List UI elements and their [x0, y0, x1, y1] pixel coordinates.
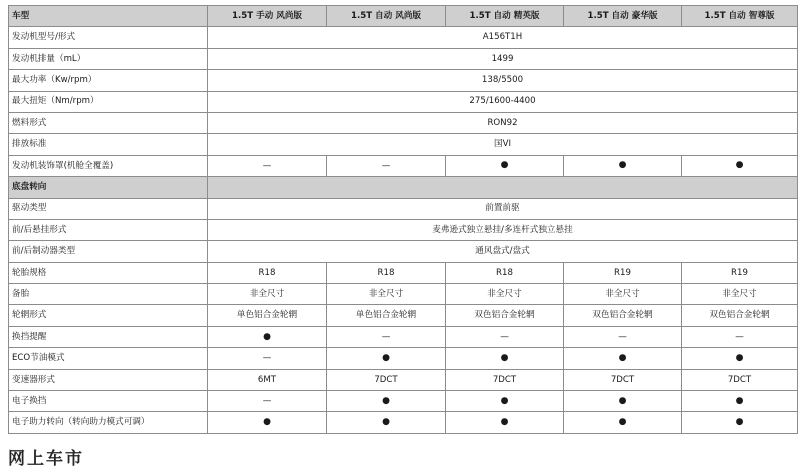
row-value-trim-1: ● [208, 326, 327, 347]
row-label: 电子换挡 [9, 391, 208, 412]
row-label: 变速器形式 [9, 369, 208, 390]
brand-watermark: 网上车市 [8, 449, 84, 469]
row-value-trim-1: 非全尺寸 [208, 284, 327, 305]
table-row [9, 369, 798, 390]
table-row [9, 241, 798, 262]
row-label: 电子助力转向（转向助力模式可调） [9, 412, 208, 433]
row-value-shared: 138/5500 [208, 70, 798, 91]
spec-table-body [9, 27, 798, 433]
row-value-trim-4: 非全尺寸 [564, 284, 682, 305]
section-fill [208, 177, 798, 198]
row-label: 发动机型号/形式 [9, 27, 208, 48]
row-value-trim-1: ● [208, 412, 327, 433]
table-row [9, 262, 798, 283]
row-label: 排放标准 [9, 134, 208, 155]
table-row [9, 412, 798, 433]
row-value-trim-5: 7DCT [682, 369, 798, 390]
row-value-trim-5: ● [682, 412, 798, 433]
row-value-trim-3: ● [446, 412, 564, 433]
table-row [9, 391, 798, 412]
row-label: 发动机装饰罩(机舱全覆盖) [9, 155, 208, 176]
row-value-trim-4: 7DCT [564, 369, 682, 390]
row-value-trim-5: R19 [682, 262, 798, 283]
row-value-shared: 前置前驱 [208, 198, 798, 219]
row-value-trim-5: ● [682, 348, 798, 369]
row-value-trim-5: ● [682, 391, 798, 412]
row-label: 发动机排量（mL） [9, 48, 208, 69]
header-cell-trim-2: 1.5T 自动 风尚版 [327, 6, 446, 27]
row-value-trim-1: 6MT [208, 369, 327, 390]
row-value-shared: A156T1H [208, 27, 798, 48]
row-value-shared: RON92 [208, 112, 798, 133]
row-value-trim-1: 单色铝合金轮辋 [208, 305, 327, 326]
table-row [9, 348, 798, 369]
row-value-trim-4: ● [564, 412, 682, 433]
row-value-trim-2: ● [327, 348, 446, 369]
row-value-trim-3: 双色铝合金轮辋 [446, 305, 564, 326]
table-row [9, 48, 798, 69]
row-value-trim-2: 单色铝合金轮辋 [327, 305, 446, 326]
table-row [9, 112, 798, 133]
row-label: 换挡提醒 [9, 326, 208, 347]
table-row [9, 134, 798, 155]
row-value-trim-4: ● [564, 391, 682, 412]
row-value-trim-1: — [208, 348, 327, 369]
row-value-trim-5: — [682, 326, 798, 347]
table-row [9, 219, 798, 240]
spec-table [8, 5, 798, 434]
row-value-trim-3: ● [446, 348, 564, 369]
row-value-shared: 1499 [208, 48, 798, 69]
row-value-trim-3: 非全尺寸 [446, 284, 564, 305]
header-cell-trim-4: 1.5T 自动 豪华版 [564, 6, 682, 27]
row-value-trim-4: R19 [564, 262, 682, 283]
table-row [9, 326, 798, 347]
section-label: 底盘转向 [9, 177, 208, 198]
row-value-trim-3: 7DCT [446, 369, 564, 390]
header-cell-trim-3: 1.5T 自动 精英版 [446, 6, 564, 27]
table-row [9, 305, 798, 326]
row-label: 轮胎规格 [9, 262, 208, 283]
row-label: ECO节油模式 [9, 348, 208, 369]
row-value-trim-3: ● [446, 155, 564, 176]
row-value-trim-4: 双色铝合金轮辋 [564, 305, 682, 326]
table-row [9, 91, 798, 112]
row-value-trim-2: 7DCT [327, 369, 446, 390]
row-value-trim-4: ● [564, 155, 682, 176]
row-label: 燃料形式 [9, 112, 208, 133]
row-value-trim-5: 双色铝合金轮辋 [682, 305, 798, 326]
table-row [9, 284, 798, 305]
row-value-trim-1: — [208, 155, 327, 176]
row-label: 最大扭矩（Nm/rpm） [9, 91, 208, 112]
row-label: 最大功率（Kw/rpm） [9, 70, 208, 91]
row-label: 备胎 [9, 284, 208, 305]
row-label: 轮辋形式 [9, 305, 208, 326]
row-value-shared: 通风盘式/盘式 [208, 241, 798, 262]
row-value-trim-1: — [208, 391, 327, 412]
table-row [9, 155, 798, 176]
section-row [9, 177, 798, 198]
row-value-trim-5: ● [682, 155, 798, 176]
header-cell-trim-1: 1.5T 手动 风尚版 [208, 6, 327, 27]
table-row [9, 70, 798, 91]
row-value-trim-2: — [327, 326, 446, 347]
row-value-trim-2: — [327, 155, 446, 176]
header-cell-trim-5: 1.5T 自动 智尊版 [682, 6, 798, 27]
row-value-trim-5: 非全尺寸 [682, 284, 798, 305]
row-value-trim-3: R18 [446, 262, 564, 283]
row-value-shared: 国VI [208, 134, 798, 155]
table-row [9, 27, 798, 48]
row-value-trim-3: ● [446, 391, 564, 412]
row-value-trim-1: R18 [208, 262, 327, 283]
row-value-shared: 麦弗逊式独立悬挂/多连杆式独立悬挂 [208, 219, 798, 240]
row-value-trim-3: — [446, 326, 564, 347]
row-value-trim-2: ● [327, 391, 446, 412]
row-value-trim-4: ● [564, 348, 682, 369]
table-row [9, 198, 798, 219]
header-row [9, 6, 798, 27]
row-label: 前/后制动器类型 [9, 241, 208, 262]
row-label: 驱动类型 [9, 198, 208, 219]
row-value-shared: 275/1600-4400 [208, 91, 798, 112]
row-value-trim-2: ● [327, 412, 446, 433]
row-label: 前/后悬挂形式 [9, 219, 208, 240]
row-value-trim-2: R18 [327, 262, 446, 283]
header-cell-model: 车型 [9, 6, 208, 27]
row-value-trim-4: — [564, 326, 682, 347]
row-value-trim-2: 非全尺寸 [327, 284, 446, 305]
